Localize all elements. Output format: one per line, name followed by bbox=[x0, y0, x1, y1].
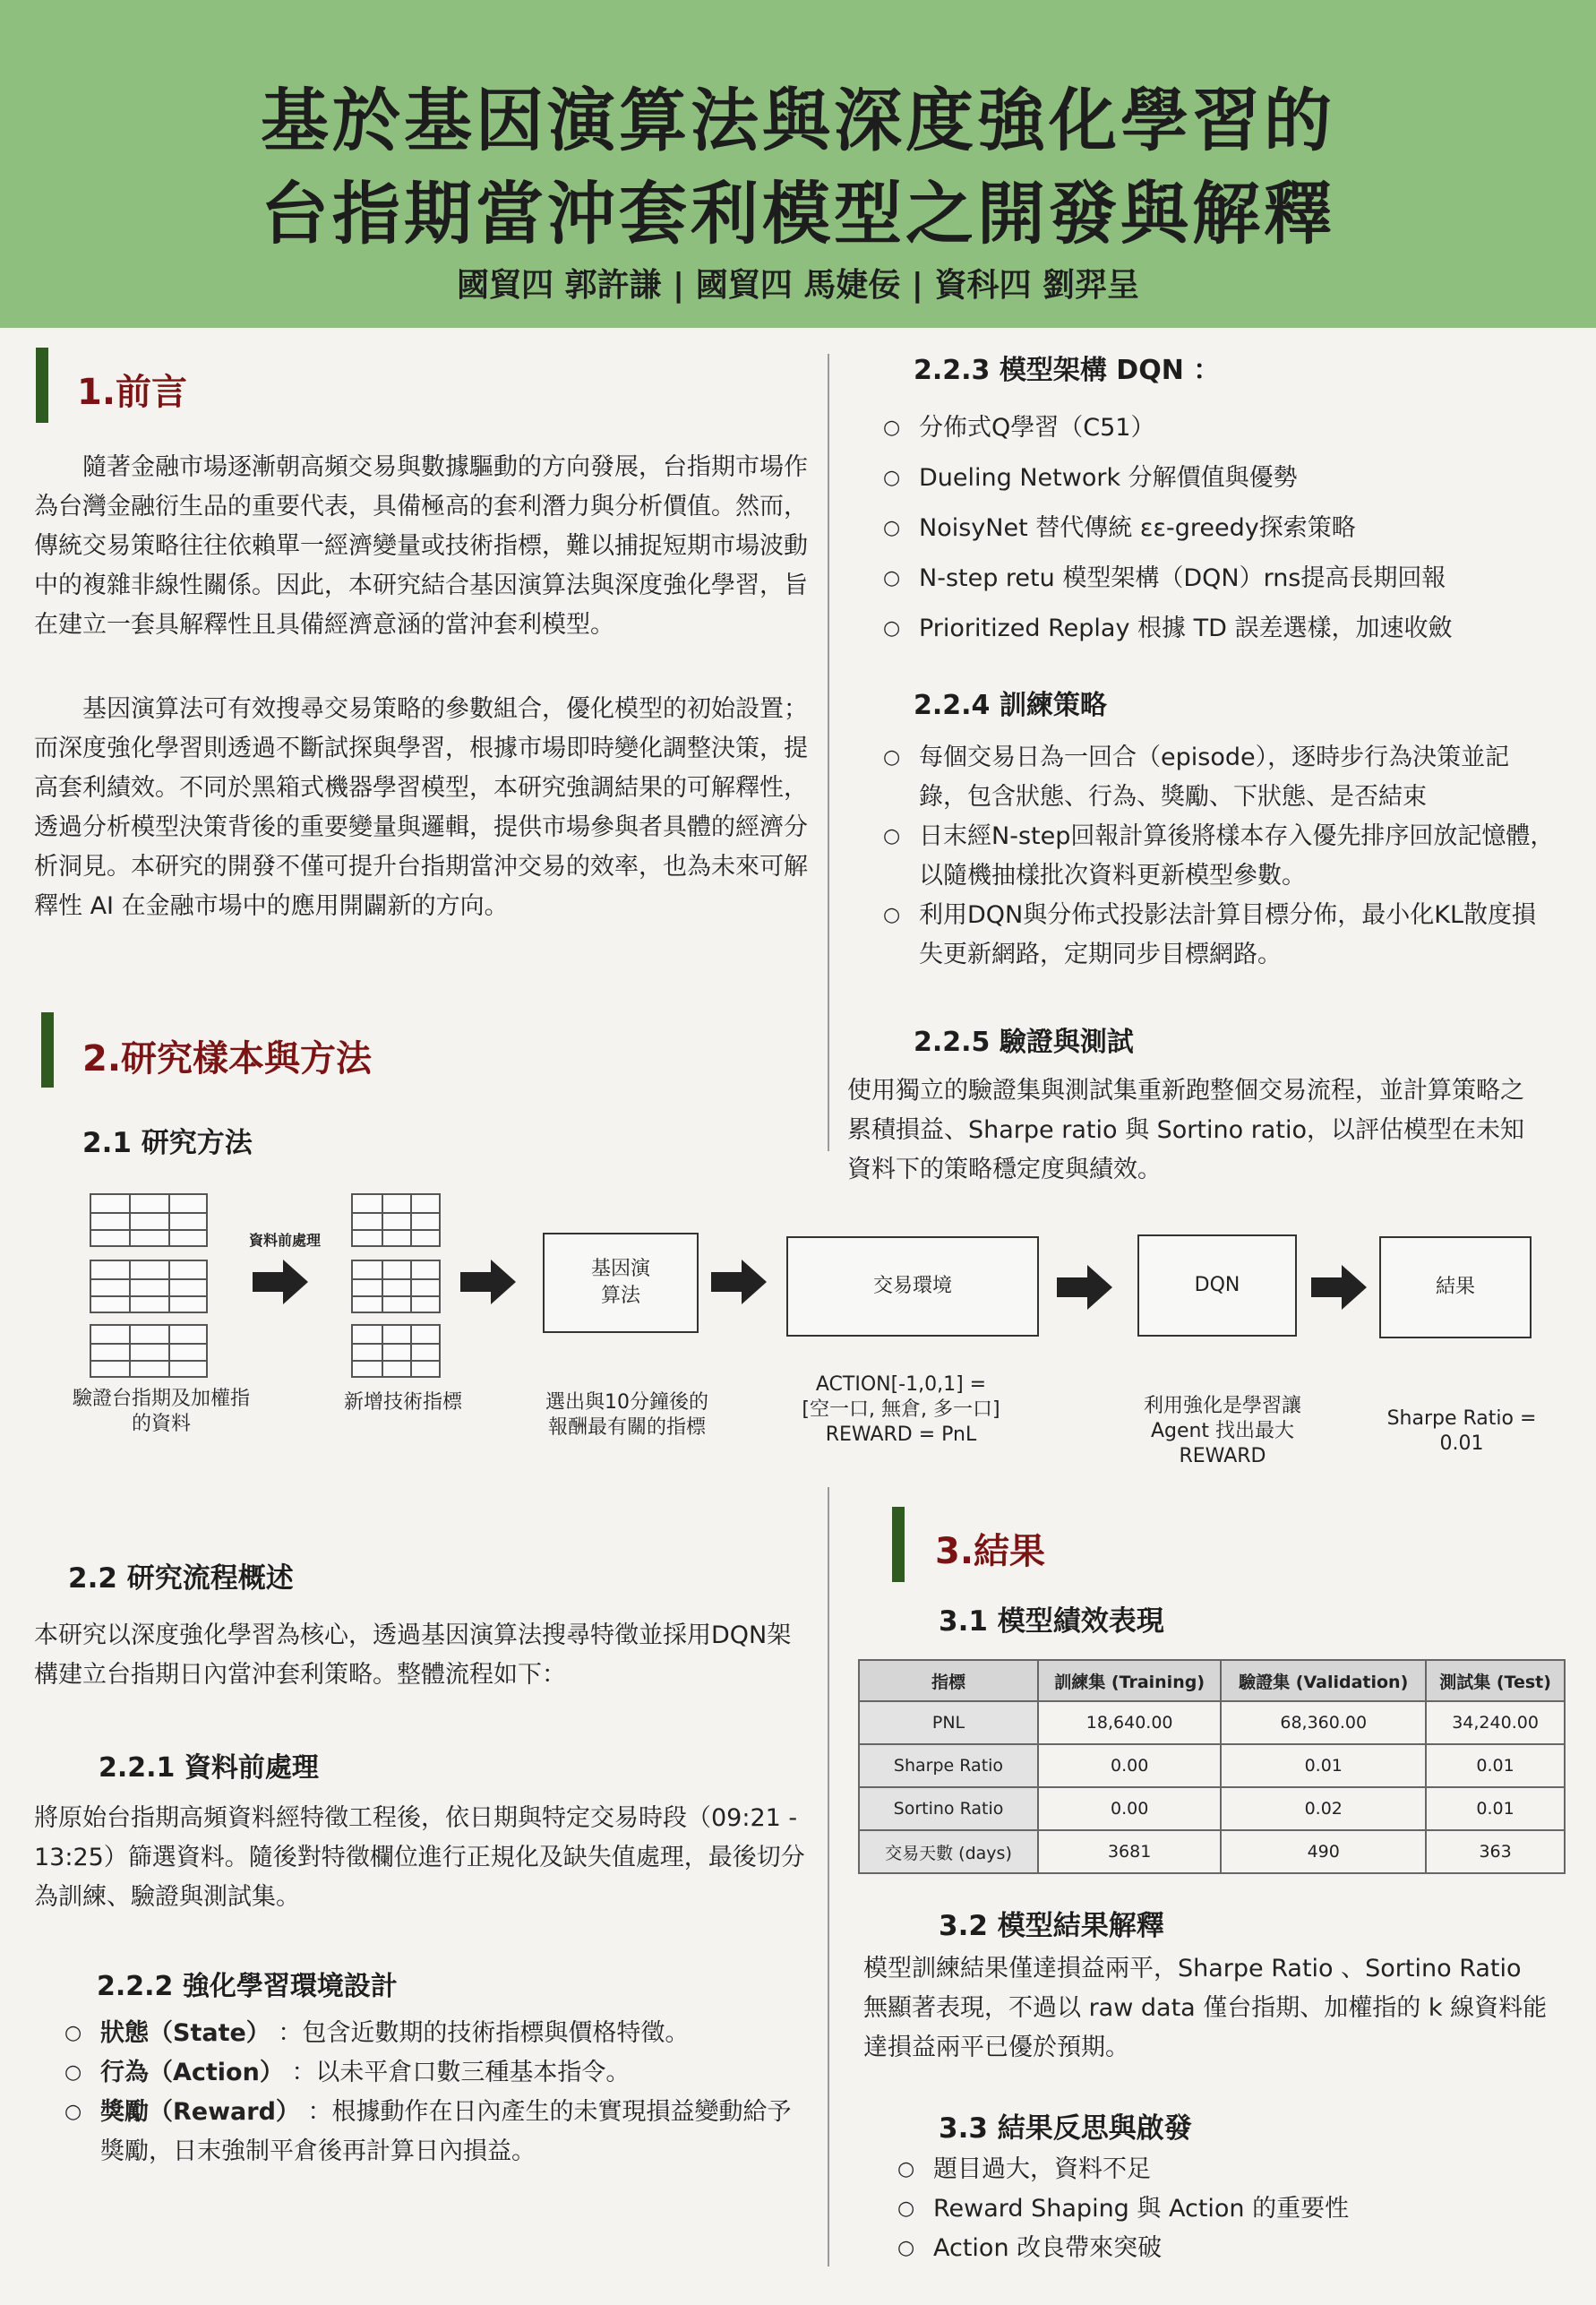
bullet-circle-icon: ○ bbox=[897, 2197, 915, 2220]
bullet-circle-icon: ○ bbox=[883, 746, 901, 769]
list-item: ○ 每個交易日為一回合（episode），逐時步行為決策並記錄，包含狀態、行為、獎勵、下狀態、是否結束 bbox=[880, 738, 1557, 817]
bullet-circle-icon: ○ bbox=[883, 567, 901, 589]
table-cell: 交易天數 (days) bbox=[859, 1830, 1038, 1873]
list-item: ○ NoisyNet 替代傳統 εε-greedy探索策略 bbox=[880, 509, 1569, 548]
table-header: 訓練集 (Training) bbox=[1038, 1660, 1221, 1701]
list-item bbox=[61, 2053, 813, 2093]
process-overview-text: 本研究以深度強化學習為核心，透過基因演算法搜尋特徵並採用DQN架構建立台指期日內當沖套利策略。整體流程如下： bbox=[34, 1621, 792, 1689]
table-header: 指標 bbox=[859, 1660, 1038, 1701]
box-result: 結果 bbox=[1379, 1236, 1532, 1338]
list-item: ○ 分佈式Q學習（C51） bbox=[880, 409, 1569, 448]
subsection-2-2-1: 2.2.1 資料前處理 bbox=[99, 1752, 319, 1784]
subsection-3-1: 3.1 模型績效表現 bbox=[939, 1605, 1164, 1638]
table-icon bbox=[90, 1324, 208, 1378]
table-header: 驗證集 (Validation) bbox=[1221, 1660, 1426, 1701]
caption-raw-data: 驗證台指期及加權指 的資料 bbox=[72, 1388, 250, 1435]
table-cell: PNL bbox=[859, 1701, 1038, 1744]
training-strategy-list bbox=[880, 738, 1557, 975]
subsection-2-2-5: 2.2.5 驗證與測試 bbox=[914, 1027, 1134, 1058]
caption-add-indicators: 新增技術指標 bbox=[343, 1391, 462, 1414]
bullet-circle-icon: ○ bbox=[64, 2101, 82, 2123]
list-item: ○ 題目過大，資料不足 bbox=[894, 2150, 1557, 2189]
list-item bbox=[61, 2093, 813, 2172]
list-item bbox=[61, 2014, 813, 2053]
table-cell: 18,640.00 bbox=[1038, 1701, 1221, 1744]
box-dqn: DQN bbox=[1137, 1234, 1297, 1337]
subsection-2-2-3: 2.2.3 模型架構 DQN ： bbox=[914, 355, 1221, 386]
bullet-circle-icon: ○ bbox=[897, 2237, 915, 2259]
table-header: 測試集 (Test) bbox=[1426, 1660, 1565, 1701]
intro-paragraph-2: 基因演算法可有效搜尋交易策略的參數組合，優化模型的初始設置；而深度強化學習則透過不斷試探與學習，根據市場即時變化調整決策，提高套利績效。不同於黑箱式機器學習模型，本研究強調結果的可解釋性，透過分析模型決策背後的重要變量與邏輯，提供市場參與者具體的經濟分析洞見。本研究的開發不僅可提升台指期當沖交易的效率，也為未來可解釋性 AI 在金融市場中的應用開闢新的方向。 bbox=[34, 695, 808, 920]
reflection-list bbox=[894, 2150, 1557, 2268]
section-1-title: 1.前言 bbox=[77, 372, 188, 413]
caption-select-indicators: 選出與10分鐘後的 報酬最有關的指標 bbox=[545, 1391, 708, 1439]
dqn-arch-list bbox=[880, 409, 1569, 649]
section-2-title: 2.研究樣本與方法 bbox=[82, 1038, 373, 1079]
table-cell: 0.02 bbox=[1221, 1787, 1426, 1830]
box-genetic-algorithm: 基因演 算法 bbox=[543, 1233, 699, 1333]
table-cell: Sortino Ratio bbox=[859, 1787, 1038, 1830]
title-line-2: 台指期當沖套利模型之開發與解釋 bbox=[261, 174, 1335, 254]
table-row bbox=[859, 1744, 1565, 1787]
bullet-circle-icon: ○ bbox=[64, 2022, 82, 2044]
table-cell: 3681 bbox=[1038, 1830, 1221, 1873]
list-item: ○ 利用DQN與分佈式投影法計算目標分佈，最小化KL散度損失更新網路，定期同步目標網路。 bbox=[880, 896, 1557, 975]
column-divider bbox=[828, 354, 829, 1151]
item-text: ：根據動作在日內產生的未實現損益變動給予獎勵，日末強制平倉後再計算日內損益。 bbox=[100, 2098, 792, 2165]
subsection-2-2-4: 2.2.4 訓練策略 bbox=[914, 690, 1107, 721]
caption-agent: 利用強化是學習讓 Agent 找出最大 REWARD bbox=[1143, 1395, 1301, 1467]
table-icon bbox=[90, 1260, 208, 1313]
subsection-2-2: 2.2 研究流程概述 bbox=[68, 1562, 294, 1595]
preprocess-text: 將原始台指期高頻資料經特徵工程後，依日期與特定交易時段（09:21 - 13:25）篩選資料。隨後對特徵欄位進行正規化及缺失值處理，最後切分為訓練、驗證與測試集。 bbox=[34, 1804, 805, 1911]
caption-action-reward: ACTION[-1,0,1] = [空一口, 無倉, 多一口] REWARD = PnL bbox=[802, 1373, 1000, 1446]
arrow-right-icon bbox=[1311, 1265, 1367, 1310]
item-key: 狀態（State） bbox=[100, 2019, 270, 2047]
list-item: ○ N-step retu 模型架構（DQN）rns提高長期回報 bbox=[880, 559, 1569, 598]
bullet-circle-icon: ○ bbox=[883, 825, 901, 847]
table-cell: 490 bbox=[1221, 1830, 1426, 1873]
bullet-circle-icon: ○ bbox=[883, 467, 901, 489]
bullet-circle-icon: ○ bbox=[883, 517, 901, 539]
section-3-title: 3.結果 bbox=[935, 1531, 1046, 1572]
title-line-1: 基於基因演算法與深度強化學習的 bbox=[261, 81, 1335, 160]
subsection-3-3: 3.3 結果反思與啟發 bbox=[939, 2112, 1192, 2145]
table-cell: 68,360.00 bbox=[1221, 1701, 1426, 1744]
intro-paragraph-1: 隨著金融市場逐漸朝高頻交易與數據驅動的方向發展，台指期市場作為台灣金融衍生品的重要代表，具備極高的套利潛力與分析價值。然而，傳統交易策略往往依賴單一經濟變量或技術指標，難以捕捉短期市場波動中的複雜非線性關係。因此，本研究結合基因演算法與深度強化學習，旨在建立一套具解釋性且具備經濟意涵的當沖套利模型。 bbox=[34, 453, 808, 639]
table-cell: 0.00 bbox=[1038, 1787, 1221, 1830]
arrow-right-icon bbox=[253, 1260, 308, 1304]
bullet-circle-icon: ○ bbox=[64, 2061, 82, 2084]
arrow-right-icon bbox=[460, 1260, 516, 1304]
table-row bbox=[859, 1830, 1565, 1873]
table-header-row bbox=[859, 1660, 1565, 1701]
bullet-circle-icon: ○ bbox=[883, 417, 901, 439]
table-cell: 363 bbox=[1426, 1830, 1565, 1873]
authors: 國貿四 郭許謙 | 國貿四 馬婕佞 | 資科四 劉羿呈 bbox=[456, 267, 1140, 304]
table-cell: 0.01 bbox=[1426, 1787, 1565, 1830]
table-cell: Sharpe Ratio bbox=[859, 1744, 1038, 1787]
table-row bbox=[859, 1701, 1565, 1744]
poster-header bbox=[0, 0, 1596, 328]
table-cell: 0.01 bbox=[1426, 1744, 1565, 1787]
env-design-list bbox=[61, 2014, 813, 2172]
list-item: ○ Prioritized Replay 根據 TD 誤差選樣，加速收斂 bbox=[880, 609, 1569, 649]
results-table bbox=[858, 1659, 1566, 1874]
item-key: 獎勵（Reward） bbox=[100, 2098, 300, 2126]
bullet-circle-icon: ○ bbox=[897, 2158, 915, 2180]
table-cell: 0.01 bbox=[1221, 1744, 1426, 1787]
table-icon bbox=[351, 1193, 441, 1247]
item-text: ：包含近數期的技術指標與價格特徵。 bbox=[278, 2019, 690, 2047]
subsection-2-1: 2.1 研究方法 bbox=[82, 1127, 253, 1159]
table-icon bbox=[351, 1260, 441, 1313]
item-key: 行為（Action） bbox=[100, 2059, 284, 2086]
bullet-circle-icon: ○ bbox=[883, 904, 901, 926]
box-trading-env: 交易環境 bbox=[786, 1236, 1039, 1337]
section-bar bbox=[892, 1507, 905, 1582]
result-explanation-text: 模型訓練結果僅達損益兩平，Sharpe Ratio 、Sortino Ratio 無顯著表現，不過以 raw data 僅台指期、加權指的 k 線資料能達損益兩平已優於預期。 bbox=[863, 1955, 1548, 2061]
subsection-3-2: 3.2 模型結果解釋 bbox=[939, 1910, 1164, 1942]
arrow-right-icon bbox=[1057, 1265, 1112, 1310]
subsection-2-2-2: 2.2.2 強化學習環境設計 bbox=[97, 1971, 398, 2002]
bullet-circle-icon: ○ bbox=[883, 617, 901, 640]
list-item: ○ Reward Shaping 與 Action 的重要性 bbox=[894, 2189, 1557, 2229]
section-bar bbox=[41, 1012, 54, 1088]
validation-text: 使用獨立的驗證集與測試集重新跑整個交易流程，並計算策略之累積損益、Sharpe ratio 與 Sortino ratio，以評估模型在未知資料下的策略穩定度與績效。 bbox=[847, 1077, 1524, 1183]
list-item: ○ Action 改良帶來突破 bbox=[894, 2229, 1557, 2268]
section-bar bbox=[36, 348, 48, 423]
table-icon bbox=[90, 1193, 208, 1247]
column-divider bbox=[828, 1487, 829, 2266]
item-text: ：以未平倉口數三種基本指令。 bbox=[291, 2059, 631, 2086]
table-cell: 34,240.00 bbox=[1426, 1701, 1565, 1744]
preprocess-label: 資料前處理 bbox=[248, 1232, 321, 1249]
table-cell: 0.00 bbox=[1038, 1744, 1221, 1787]
table-icon bbox=[351, 1324, 441, 1378]
list-item: ○ 日末經N-step回報計算後將樣本存入優先排序回放記憶體，以隨機抽樣批次資料更新模型參數。 bbox=[880, 817, 1557, 896]
list-item: ○ Dueling Network 分解價值與優勢 bbox=[880, 459, 1569, 498]
table-row bbox=[859, 1787, 1565, 1830]
arrow-right-icon bbox=[711, 1260, 767, 1304]
caption-sharpe: Sharpe Ratio = 0.01 bbox=[1386, 1407, 1537, 1455]
